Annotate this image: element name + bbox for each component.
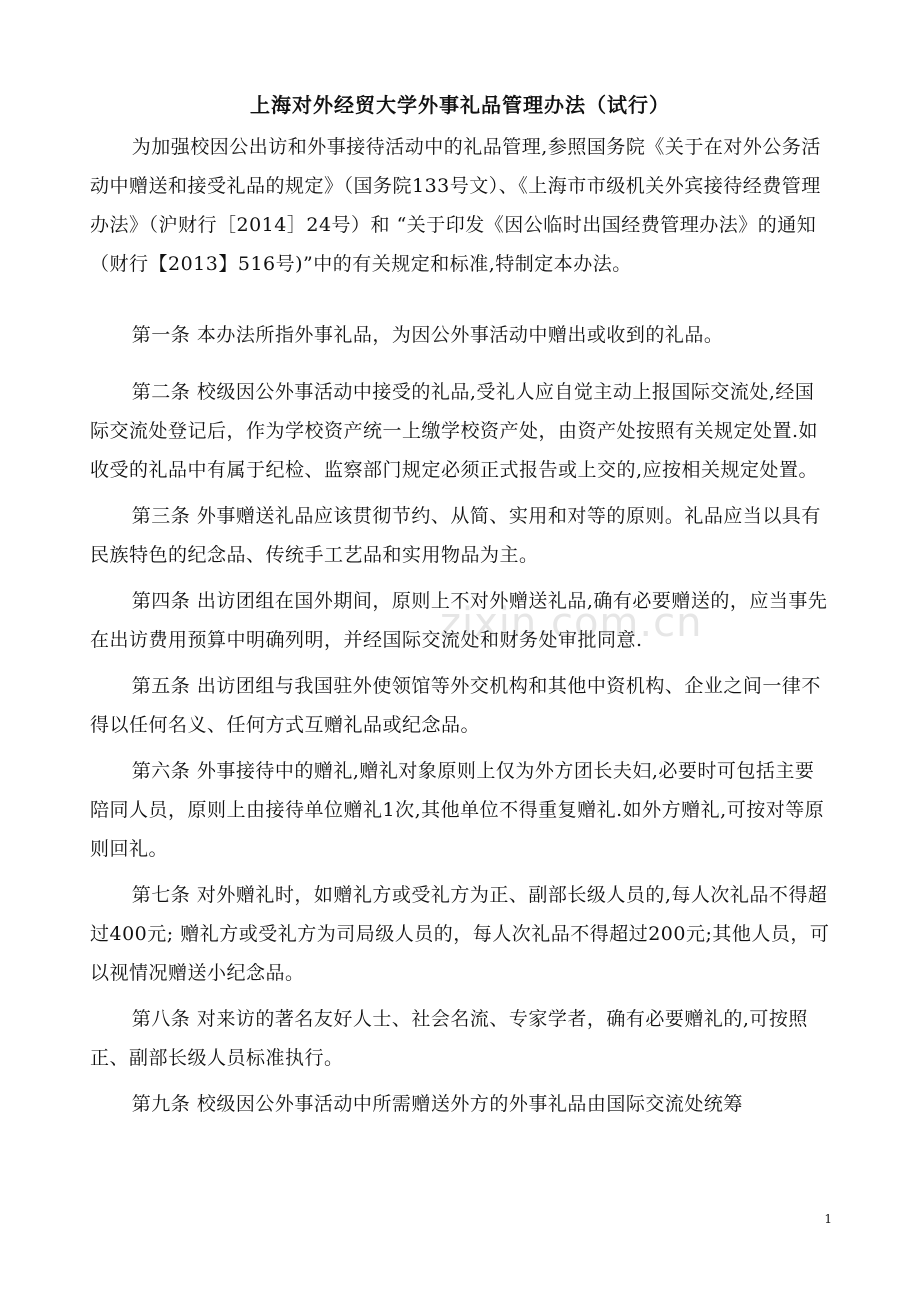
article-3: 第三条 外事赠送礼品应该贯彻节约、从简、实用和对等的原则。礼品应当以具有民族特色的纪念品、传统手工艺品和实用物品为主。 — [90, 505, 821, 566]
article-6: 第六条 外事接待中的赠礼,赠礼对象原则上仅为外方团长夫妇,必要时可包括主要陪同人员，原则上由接待单位赠礼1次,其他单位不得重复赠礼.如外方赠礼,可按对等原则回礼。 — [90, 760, 825, 860]
article-8: 第八条 对来访的著名友好人士、社会名流、专家学者，确有必要赠礼的,可按照正、副部长级人员标准执行。 — [90, 1008, 808, 1069]
article-2: 第二条 校级因公外事活动中接受的礼品,受礼人应自觉主动上报国际交流处,经国际交流处登记后，作为学校资产统一上缴学校资产处，由资产处按照有关规定处置.如收受的礼品中有属于纪检、监察部门规定必须正式报告或上交的,应按相关规定处置。 — [90, 381, 819, 481]
page-number: 1 — [824, 1212, 832, 1226]
watermark-text: zixin.com.cn — [440, 600, 703, 646]
intro-paragraph: 为加强校因公出访和外事接待活动中的礼品管理,参照国务院《关于在对外公务活动中赠送和接受礼品的规定》（国务院133号文）、《上海市市级机关外宾接待经费管理办法》（沪财行［2014］24号）和 “关于印发《因公临时出国经费管理办法》的通知（财行【2013】516号)”中的有关规定和标准,特制定本办法。 — [90, 136, 821, 275]
article-1: 第一条 本办法所指外事礼品，为因公外事活动中赠出或收到的礼品。 — [131, 324, 724, 346]
article-7: 第七条 对外赠礼时，如赠礼方或受礼方为正、副部长级人员的,每人次礼品不得超过400元; 赠礼方或受礼方为司局级人员的，每人次礼品不得超过200元;其他人员，可以视情况赠送小纪念品。 — [90, 884, 830, 984]
article-9: 第九条 校级因公外事活动中所需赠送外方的外事礼品由国际交流处统筹 — [131, 1093, 743, 1115]
article-5: 第五条 出访团组与我国驻外使领馆等外交机构和其他中资机构、企业之间一律不得以任何名义、任何方式互赠礼品或纪念品。 — [90, 675, 821, 736]
document-title: 上海对外经贸大学外事礼品管理办法（试行） — [250, 93, 670, 117]
article-4: 第四条 出访团组在国外期间，原则上不对外赠送礼品,确有必要赠送的，应当事先在出访费用预算中明确列明，并经国际交流处和财务处审批同意. — [90, 590, 828, 651]
document-body — [90, 128, 832, 1124]
